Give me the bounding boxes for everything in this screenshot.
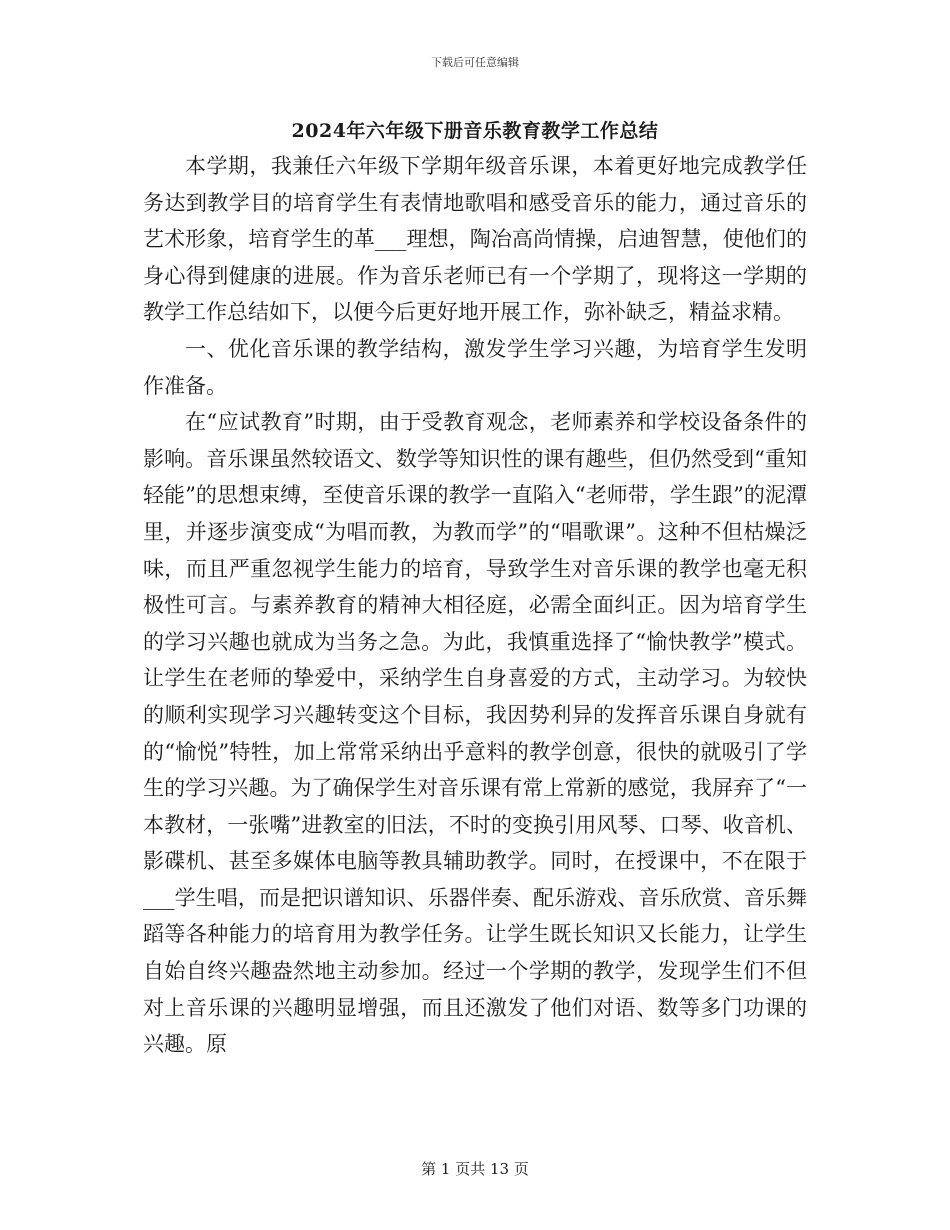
paragraph-body: 在“应试教育”时期，由于受教育观念，老师素养和学校设备条件的影响。音乐课虽然较语文、数学等知识性的课有趣些，但仍然受到“重知轻能”的思想束缚，至使音乐课的教学一直陷入“老师带，学生跟”的泥潭里，并逐步演变成“为唱而教，为教而学”的“唱歌课”。这种不但枯燥泛味，而且严重忽视学生能力的培育，导致学生对音乐课的教学也毫无积极性可言。与素养教育的精神大相径庭，必需全面纠正。因为培育学生的学习兴趣也就成为当务之急。为此，我慎重选择了“愉快教学”模式。让学生在老师的挚爱中，采纳学生自身喜爱的方式，主动学习。为较快的顺利实现学习兴趣转变这个目标，我因势利异的发挥音乐课自身就有的“愉悦”特牲，加上常常采纳出乎意料的教学创意，很快的就吸引了学生的学习兴趣。为了确保学生对音乐课有常上常新的感觉，我屏弃了“一本教材，一张嘴”进教室的旧法，不时的变换引用风琴、口琴、收音机、影碟机、甚至多媒体电脑等教具辅助教学。同时，在授课中，不在限于___学生唱，而是把识谱知识、乐器伴奏、配乐游戏、音乐欣赏、音乐舞蹈等各种能力的培育用为教学任务。让学生既长知识又长能力，让学生自始自终兴趣盎然地主动参加。经过一个学期的教学，发现学生们不但对上音乐课的兴趣明显增强，而且还激发了他们对语、数等多门功课的兴趣。原 — [143, 410, 807, 1057]
paragraph-intro: 本学期，我兼任六年级下学期年级音乐课，本着更好地完成教学任务达到教学目的培育学生有表情地歌唱和感受音乐的能力，通过音乐的艺术形象，培育学生的革___理想，陶冶高尚情操，启迪智慧，使他们的身心得到健康的进展。作为音乐老师已有一个学期了，现将这一学期的教学工作总结如下，以便今后更好地开展工作，弥补缺乏，精益求精。 — [143, 154, 807, 325]
header-note: 下载后可任意编辑 — [431, 56, 519, 69]
paragraph-section-heading: 一、优化音乐课的教学结构，激发学生学习兴趣，为培育学生发明作准备。 — [143, 336, 807, 398]
page-number: 第 1 页共 13 页 — [421, 1160, 529, 1178]
document-body — [143, 148, 807, 1063]
document-title: 2024年六年级下册音乐教育教学工作总结 — [291, 120, 659, 142]
